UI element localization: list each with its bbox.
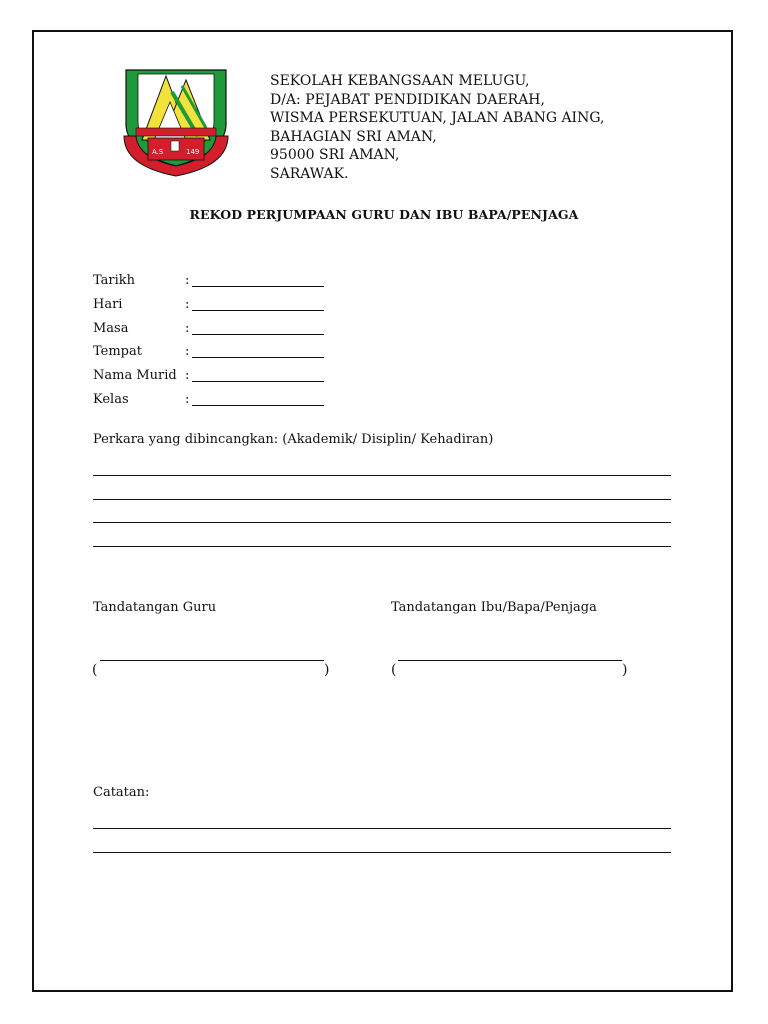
address-line: BAHAGIAN SRI AMAN,: [270, 128, 437, 145]
teacher-name-close-paren: ): [324, 662, 330, 678]
field-line[interactable]: [192, 310, 324, 311]
field-label: Hari: [93, 297, 123, 312]
address-line: 95000 SRI AMAN,: [270, 147, 400, 163]
field-hari: [93, 297, 353, 317]
notes-label: Catatan:: [93, 785, 150, 800]
field-line[interactable]: [192, 286, 324, 287]
crest-left-text: A.S: [152, 148, 164, 156]
address-line: WISMA PERSEKUTUAN, JALAN ABANG AING,: [270, 110, 605, 126]
form-title: REKOD PERJUMPAAN GURU DAN IBU BAPA/PENJAGA: [189, 207, 579, 222]
crest-right-text: 149: [186, 148, 200, 156]
parent-name-open-paren: (: [391, 662, 397, 678]
field-kelas: [93, 392, 353, 412]
field-nama-murid: [93, 368, 353, 388]
field-label: Nama Murid: [93, 368, 177, 383]
field-colon: :: [185, 368, 190, 383]
parent-signature-line[interactable]: [398, 660, 622, 661]
field-line[interactable]: [192, 381, 324, 382]
field-tarikh: [93, 273, 353, 293]
teacher-signature-label: Tandatangan Guru: [93, 600, 217, 615]
field-label: Kelas: [93, 392, 129, 407]
field-label: Tarikh: [93, 273, 136, 288]
parent-signature-label: Tandatangan Ibu/Bapa/Penjaga: [391, 600, 597, 615]
field-line[interactable]: [192, 405, 324, 406]
address-line: D/A: PEJABAT PENDIDIKAN DAERAH,: [270, 91, 545, 108]
teacher-name-open-paren: (: [92, 662, 98, 678]
field-colon: :: [185, 297, 190, 312]
field-line[interactable]: [192, 357, 324, 358]
discussion-label: Perkara yang dibincangkan: (Akademik/ Disiplin/ Kehadiran): [93, 432, 494, 447]
field-label: Tempat: [93, 344, 142, 359]
field-colon: :: [185, 392, 190, 407]
discussion-line[interactable]: [93, 546, 671, 547]
field-colon: :: [185, 273, 190, 288]
teacher-signature-line[interactable]: [100, 660, 324, 661]
field-line[interactable]: [192, 334, 324, 335]
notes-line[interactable]: [93, 828, 671, 829]
field-colon: :: [185, 321, 190, 336]
school-crest-icon: [116, 62, 236, 180]
discussion-line[interactable]: [93, 475, 671, 476]
field-masa: [93, 321, 353, 341]
discussion-line[interactable]: [93, 499, 671, 500]
field-label: Masa: [93, 321, 129, 336]
field-tempat: [93, 344, 353, 364]
discussion-line[interactable]: [93, 522, 671, 523]
field-colon: :: [185, 344, 190, 359]
school-name: SEKOLAH KEBANGSAAN MELUGU,: [270, 73, 530, 89]
notes-line[interactable]: [93, 852, 671, 853]
school-address: [270, 72, 604, 183]
address-line: SARAWAK.: [270, 165, 349, 182]
parent-name-close-paren: ): [622, 662, 628, 678]
